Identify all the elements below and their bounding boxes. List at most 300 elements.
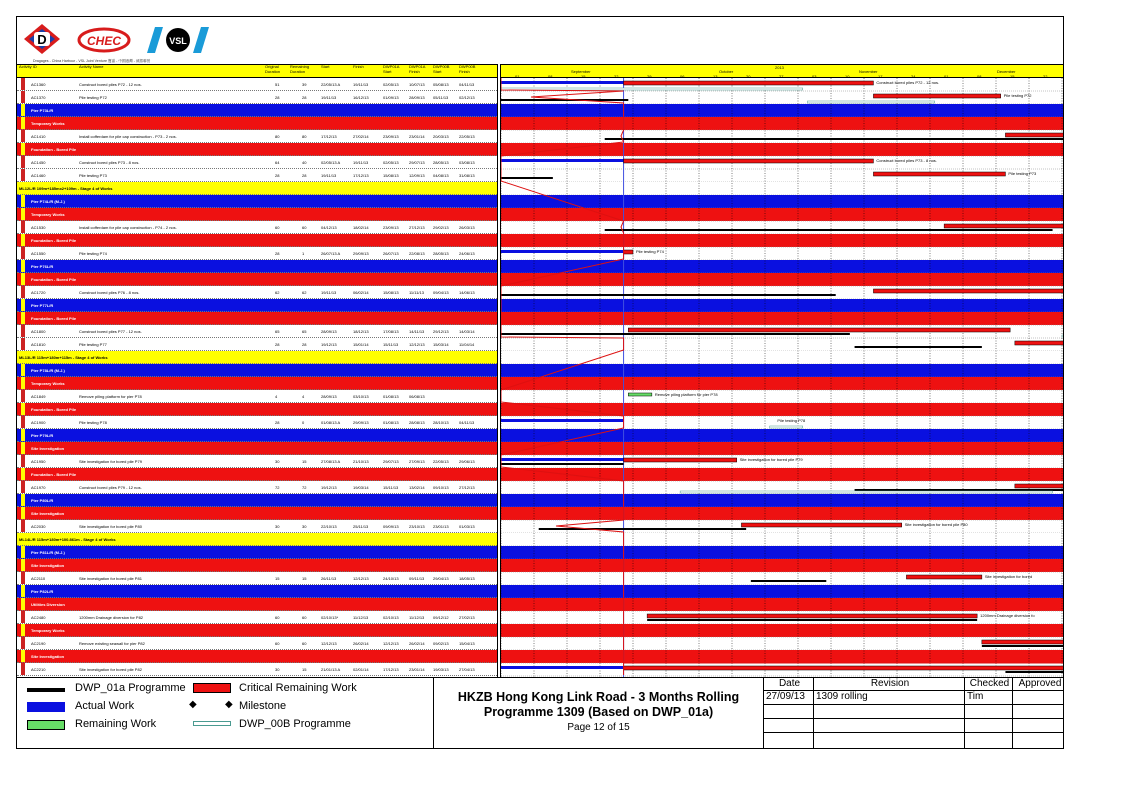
critical-bar [628, 328, 1010, 332]
dwp01a-start: 02/10/13 [383, 615, 399, 620]
wbs-indent-bar [21, 494, 25, 506]
timeline-day: 29 [647, 74, 652, 79]
dwp00b-finish: 29/06/13 [459, 459, 475, 464]
bar-label: Construct bored piles P73 - 8 nos. [876, 158, 937, 163]
dwp01a-finish: 28/08/13 [409, 420, 425, 425]
col-original-duration: Original Duration [265, 64, 281, 74]
remaining-duration: 28 [302, 342, 307, 347]
dragages-logo-letter: D [37, 32, 47, 47]
activity-row [17, 247, 497, 260]
activity-row [17, 78, 497, 91]
finish-date: 17/12/13 [353, 173, 369, 178]
legend-dwp01a-label: DWP_01a Programme [75, 682, 186, 694]
pier-band-fill [501, 429, 1064, 442]
remaining-duration: 15 [302, 667, 307, 672]
start-date: 26/07/13 A [321, 251, 341, 256]
dwp01a-finish: 10/07/13 [409, 82, 425, 87]
critical-bar [624, 159, 874, 163]
dwp01a-bar [501, 177, 553, 179]
programme-title-line2: Programme 1309 (Based on DWP_01a) [483, 705, 714, 719]
dwp00b-start: 05/08/13 [433, 82, 449, 87]
wbs-indent-bar [21, 312, 25, 324]
dwp00b-finish: 27/12/13 [459, 485, 475, 490]
wbs-indent-bar [21, 663, 25, 675]
activity-name: Install cofferdam for pile cap construction - P73 - 2 nos. [79, 134, 177, 139]
band-label: Foundation - Bored Pile [31, 316, 77, 321]
critical-bar [647, 614, 977, 618]
original-duration: 28 [275, 95, 280, 100]
actual-bar [501, 458, 624, 461]
activity-name: Construct bored piles P73 - 8 nos. [79, 160, 140, 165]
activity-id: AC1410 [31, 134, 46, 139]
original-duration: 28 [275, 173, 280, 178]
band-label: Site Investigation [31, 563, 65, 568]
work-type-band [17, 273, 497, 286]
rev-empty-cell [965, 719, 1013, 733]
page-number: Page 12 of 15 [567, 722, 630, 733]
timeline-day: 10 [845, 74, 850, 79]
milestone-icon: ◆ [225, 699, 233, 710]
start-date: 22/10/13 [321, 524, 337, 529]
timeline-day: 08 [977, 74, 982, 79]
dwp01a-finish: 12/12/13 [409, 342, 425, 347]
critical-bar [624, 250, 633, 254]
finish-date: 18/02/14 [353, 225, 369, 230]
remaining-bar [628, 393, 652, 396]
pier-band [17, 195, 497, 208]
remaining-duration: 60 [302, 615, 307, 620]
dwp01a-bar [751, 580, 826, 582]
actual-bar [501, 159, 624, 162]
legend-actual-swatch [27, 702, 65, 712]
activity-row [17, 481, 497, 494]
original-duration: 65 [275, 329, 280, 334]
band-label: Temporary Works [31, 628, 65, 633]
band-label: Utilities Diversion [31, 602, 65, 607]
band-label: Foundation - Bored Pile [31, 277, 77, 282]
start-date: 04/12/13 [321, 225, 337, 230]
timeline-day: 24 [911, 74, 916, 79]
activity-id: AC1460 [31, 173, 46, 178]
band-label: Pier P77L/R [31, 303, 54, 308]
critical-bar [624, 81, 874, 85]
schedule-page [16, 16, 1064, 749]
finish-date: 18/12/13 [353, 329, 369, 334]
dwp01a-finish: 23/10/13 [409, 524, 425, 529]
activity-id: AC1849 [31, 394, 46, 399]
pier-band [17, 364, 497, 377]
activity-row [17, 338, 497, 351]
dwp00b-bar [807, 101, 934, 103]
dwp00b-start: 29/12/13 [433, 329, 449, 334]
dwp01a-start: 15/11/13 [383, 342, 399, 347]
joint-venture-caption: Dragages - China Harbour - VSL Joint Venture 寶嘉 - 中國港灣 - 威勝聯營 [33, 59, 151, 63]
legend-critical-swatch [193, 683, 231, 693]
activity-row [17, 416, 497, 429]
remaining-duration: 60 [302, 225, 307, 230]
work-band-fill [501, 624, 1064, 637]
finish-date: 29/09/13 [353, 251, 369, 256]
timeline-day: 17 [878, 74, 883, 79]
dwp01a-start: 02/05/13 [383, 82, 399, 87]
dwp01a-start: 12/12/13 [383, 641, 399, 646]
work-band-fill [501, 442, 1064, 455]
actual-bar [501, 250, 624, 253]
wbs-indent-bar [21, 481, 25, 493]
wbs-indent-bar [21, 559, 25, 571]
timeline-day: 13 [713, 74, 718, 79]
dwp01a-finish: 22/08/13 [409, 251, 425, 256]
timeline-day: 01 [944, 74, 949, 79]
band-label: Pier P79L/R [31, 433, 54, 438]
critical-bar [1005, 133, 1064, 137]
work-band-fill [501, 507, 1064, 520]
wbs-indent-bar [21, 130, 25, 142]
timeline-day: 15 [1010, 74, 1015, 79]
dwp01a-finish: 27/12/13 [409, 225, 425, 230]
dwp00b-start: 09/02/13 [433, 641, 449, 646]
activity-row [17, 520, 497, 533]
vsl-logo [145, 25, 209, 55]
dwp00b-start: 28/05/13 [433, 251, 449, 256]
dwp00b-start: 05/11/13 [433, 95, 449, 100]
band-label: Temporary Works [31, 212, 65, 217]
wbs-indent-bar [21, 247, 25, 259]
timeline-month: November [859, 69, 878, 74]
rev-empty-cell [814, 733, 965, 749]
title-block [434, 677, 764, 749]
remaining-duration: 40 [302, 160, 307, 165]
dwp01a-start: 15/08/13 [383, 173, 399, 178]
finish-date: 02/01/14 [353, 667, 369, 672]
work-type-band [17, 403, 497, 416]
pier-band-fill [501, 104, 1064, 117]
work-band-fill [501, 377, 1064, 390]
timeline-day: 08 [548, 74, 553, 79]
wbs-indent-bar [21, 650, 25, 662]
dwp00b-finish: 04/11/13 [459, 82, 475, 87]
work-band-fill [501, 559, 1064, 572]
activity-row [17, 572, 497, 585]
work-type-band [17, 143, 497, 156]
rev-empty-cell [764, 719, 814, 733]
remaining-duration: 39 [302, 82, 307, 87]
remaining-duration: 15 [302, 576, 307, 581]
original-duration: 60 [275, 641, 280, 646]
wbs-indent-bar [21, 117, 25, 129]
wbs-indent-bar [21, 364, 25, 376]
wbs-indent-bar [21, 208, 25, 220]
dwp01a-finish: 23/01/14 [409, 134, 425, 139]
dwp00b-start: 09/10/13 [433, 485, 449, 490]
wbs-indent-bar [21, 585, 25, 597]
dwp00b-start: 09/12/12 [433, 615, 449, 620]
band-label: Temporary Works [31, 381, 65, 386]
activity-name: Install cofferdam for pile cap construction - P74 - 2 nos. [79, 225, 177, 230]
remaining-duration: 1 [302, 251, 305, 256]
dwp00b-start: 15/03/14 [433, 342, 449, 347]
wbs-indent-bar [21, 403, 25, 415]
bar-label: 1200mm Drainage diversion fo [980, 613, 1035, 618]
dwp01a-finish: 27/09/13 [409, 459, 425, 464]
original-duration: 72 [275, 485, 280, 490]
col-dwp01a-start: DWP01A Start [383, 64, 400, 74]
wbs-indent-bar [21, 260, 25, 272]
band-label: Foundation - Bored Pile [31, 238, 77, 243]
finish-date: 19/11/13 [353, 82, 369, 87]
dwp00b-finish: 22/05/13 [459, 134, 475, 139]
finish-date: 25/11/13 [353, 524, 369, 529]
activity-id: AC1950 [31, 459, 46, 464]
stage-band [17, 533, 497, 546]
legend-actual-label: Actual Work [75, 700, 135, 712]
work-type-band [17, 624, 497, 637]
stage-band-fill [501, 533, 1064, 546]
dwp00b-finish: 31/08/13 [459, 173, 475, 178]
actual-bar [501, 81, 624, 84]
activity-row [17, 169, 497, 182]
rev-entry-date: 27/09/13 [764, 691, 814, 705]
work-band-fill [501, 650, 1064, 663]
timeline-day: 03 [812, 74, 817, 79]
activity-id: AC1550 [31, 251, 46, 256]
actual-bar [501, 419, 624, 422]
wbs-indent-bar [21, 611, 25, 623]
rev-header-revision: Revision [814, 678, 965, 691]
timeline-day: 22 [614, 74, 619, 79]
dwp00b-start: 29/04/13 [433, 576, 449, 581]
dwp00b-bar [680, 491, 1052, 493]
dwp00b-finish: 26/03/13 [459, 225, 475, 230]
start-date: 28/09/13 [321, 329, 337, 334]
activity-id: AC1970 [31, 485, 46, 490]
activity-row [17, 130, 497, 143]
start-date: 26/11/13 [321, 576, 337, 581]
dwp00b-finish: 18/05/13 [459, 576, 475, 581]
work-band-fill [501, 403, 1064, 416]
activity-row [17, 91, 497, 104]
start-date: 28/09/13 [321, 394, 337, 399]
stage-band-fill [501, 182, 1064, 195]
start-date: 22/05/13 A [321, 82, 341, 87]
pier-band-fill [501, 260, 1064, 273]
col-dwp00b-finish: DWP00B Finish [459, 64, 476, 74]
remaining-duration: 30 [302, 524, 307, 529]
activity-row [17, 221, 497, 234]
pier-band [17, 429, 497, 442]
original-duration: 30 [275, 524, 280, 529]
dwp00b-start: 09/04/13 [433, 290, 449, 295]
band-label: Site Investigation [31, 654, 65, 659]
activity-row [17, 611, 497, 624]
critical-bar [624, 458, 737, 462]
activity-id: AC1450 [31, 160, 46, 165]
band-label: Site Investigation [31, 511, 65, 516]
start-date: 17/12/13 [321, 134, 337, 139]
finish-date: 27/02/14 [353, 134, 369, 139]
dwp01a-finish: 12/09/13 [409, 173, 425, 178]
band-label: Foundation - Bored Pile [31, 472, 77, 477]
original-duration: 51 [275, 82, 280, 87]
activity-row [17, 637, 497, 650]
activity-id: AC2480 [31, 615, 46, 620]
finish-date: 12/12/13 [353, 576, 369, 581]
activity-row [17, 390, 497, 403]
start-date: 19/11/13 [321, 95, 337, 100]
dwp01a-start: 02/05/13 [383, 160, 399, 165]
rev-empty-cell [814, 705, 965, 719]
remaining-duration: 62 [302, 290, 307, 295]
dwp00b-finish: 11/04/14 [459, 342, 475, 347]
rev-header-date: Date [764, 678, 814, 691]
wbs-indent-bar [21, 377, 25, 389]
work-type-band [17, 650, 497, 663]
start-date: 19/12/13 [321, 485, 337, 490]
wbs-indent-bar [21, 637, 25, 649]
finish-date: 29/09/13 [353, 420, 369, 425]
dwp01a-bar [605, 229, 1053, 231]
activity-row [17, 663, 497, 676]
dwp00b-finish: 27/02/13 [459, 615, 475, 620]
dwp00b-bar [770, 426, 803, 428]
dwp01a-start: 01/08/13 [383, 394, 399, 399]
original-duration: 30 [275, 459, 280, 464]
pier-band-fill [501, 195, 1064, 208]
pier-band [17, 260, 497, 273]
programme-title [434, 690, 763, 720]
dwp01a-bar [855, 489, 1064, 491]
dwp01a-start: 29/07/13 [383, 459, 399, 464]
activity-name: Construct bored piles P76 - 8 nos. [79, 290, 140, 295]
pier-band [17, 585, 497, 598]
wbs-indent-bar [21, 195, 25, 207]
gantt-chart [501, 78, 1064, 677]
dwp00b-start: 22/05/13 [433, 459, 449, 464]
legend-milestone-label: Milestone [239, 700, 287, 712]
wbs-indent-bar [21, 507, 25, 519]
finish-date: 26/02/14 [353, 641, 369, 646]
bar-label: Pile testing P72 [1003, 93, 1032, 98]
activity-row [17, 156, 497, 169]
critical-bar [873, 94, 1000, 98]
dwp00b-finish: 27/04/13 [459, 667, 475, 672]
original-duration: 15 [275, 576, 280, 581]
dwp01a-finish: 28/09/13 [409, 95, 425, 100]
dwp00b-start: 20/03/13 [433, 134, 449, 139]
activity-id: AC1900 [31, 420, 46, 425]
finish-date: 03/10/13 [353, 394, 369, 399]
start-date: 12/12/13 [321, 641, 337, 646]
wbs-indent-bar [21, 338, 25, 350]
wbs-indent-bar [21, 520, 25, 532]
dwp01a-start: 17/08/13 [383, 329, 399, 334]
work-type-band [17, 117, 497, 130]
chec-logo [77, 27, 131, 53]
critical-bar [873, 289, 1064, 293]
dwp01a-bar [982, 645, 1064, 647]
band-label: Pier P82L/R [31, 589, 54, 594]
work-band-fill [501, 273, 1064, 286]
pier-band-fill [501, 364, 1064, 377]
dwp00b-finish: 15/04/13 [459, 641, 475, 646]
rev-entry-revision: 1309 rolling [814, 691, 965, 705]
rev-entry-checked: Tim [965, 691, 1013, 705]
work-band-fill [501, 312, 1064, 325]
dwp01a-start: 26/07/13 [383, 251, 399, 256]
work-band-fill [501, 143, 1064, 156]
wbs-indent-bar [21, 390, 25, 402]
wbs-indent-bar [21, 572, 25, 584]
band-label: ML13L/R 115m+180m+115m - Stage 4 of Works [19, 355, 108, 360]
stage-band [17, 351, 497, 364]
band-label: Pier P74L/R (M.J.) [31, 199, 65, 204]
work-type-band [17, 208, 497, 221]
dwp01a-start: 15/11/13 [383, 485, 399, 490]
dwp01a-finish: 14/11/13 [409, 329, 425, 334]
work-type-band [17, 442, 497, 455]
finish-date: 15/01/14 [353, 342, 369, 347]
band-label: Foundation - Bored Pile [31, 407, 77, 412]
pier-band [17, 299, 497, 312]
pier-band-fill [501, 299, 1064, 312]
remaining-duration: 28 [302, 95, 307, 100]
start-date: 02/05/13 A [321, 160, 341, 165]
remaining-duration: 80 [302, 134, 307, 139]
finish-date: 19/11/13 [353, 160, 369, 165]
pier-band [17, 546, 497, 559]
work-band-fill [501, 234, 1064, 247]
band-label: Temporary Works [31, 121, 65, 126]
activity-id: AC2110 [31, 576, 46, 581]
col-finish: Finish [353, 64, 364, 69]
timeline-day: 20 [746, 74, 751, 79]
dwp01a-start: 17/12/13 [383, 667, 399, 672]
wbs-indent-bar [21, 156, 25, 168]
band-label: ML14L/R 115m+180m+100.861m - Stage 4 of Works [19, 537, 116, 542]
dwp01a-bar [605, 138, 1064, 140]
timeline-month: October [719, 69, 734, 74]
timeline-day: 15 [581, 74, 586, 79]
rev-empty-cell [965, 705, 1013, 719]
wbs-indent-bar [21, 78, 25, 90]
original-duration: 28 [275, 342, 280, 347]
dwp00b-finish: 03/08/13 [459, 160, 475, 165]
dwp01a-start: 23/09/13 [383, 134, 399, 139]
legend [17, 677, 434, 749]
critical-bar [1015, 484, 1064, 488]
wbs-indent-bar [21, 442, 25, 454]
dwp00b-finish: 01/03/13 [459, 524, 475, 529]
col-remaining-duration: Remaining Duration [290, 64, 310, 74]
remaining-duration: 4 [302, 394, 305, 399]
critical-bar [741, 523, 901, 527]
band-label: Foundation - Bored Pile [31, 147, 77, 152]
bar-label: Pile testing P74 [636, 249, 664, 254]
critical-bar [624, 666, 1064, 670]
dwp01a-start: 01/09/13 [383, 95, 399, 100]
stage-band [17, 182, 497, 195]
bar-label: Site investigation for bored [984, 574, 1033, 579]
dwp00b-finish: 14/06/13 [459, 290, 475, 295]
bar-label: Site investigation for bored pile P79 [739, 457, 803, 462]
activity-id: AC1370 [31, 95, 46, 100]
rev-empty-cell [814, 719, 965, 733]
dwp01a-finish: 09/11/13 [409, 576, 425, 581]
dwp01a-bar [501, 333, 850, 335]
activity-id: AC1810 [31, 342, 46, 347]
activity-name: Pile testing P77 [79, 342, 107, 347]
rev-header-checked: Checked [965, 678, 1013, 691]
